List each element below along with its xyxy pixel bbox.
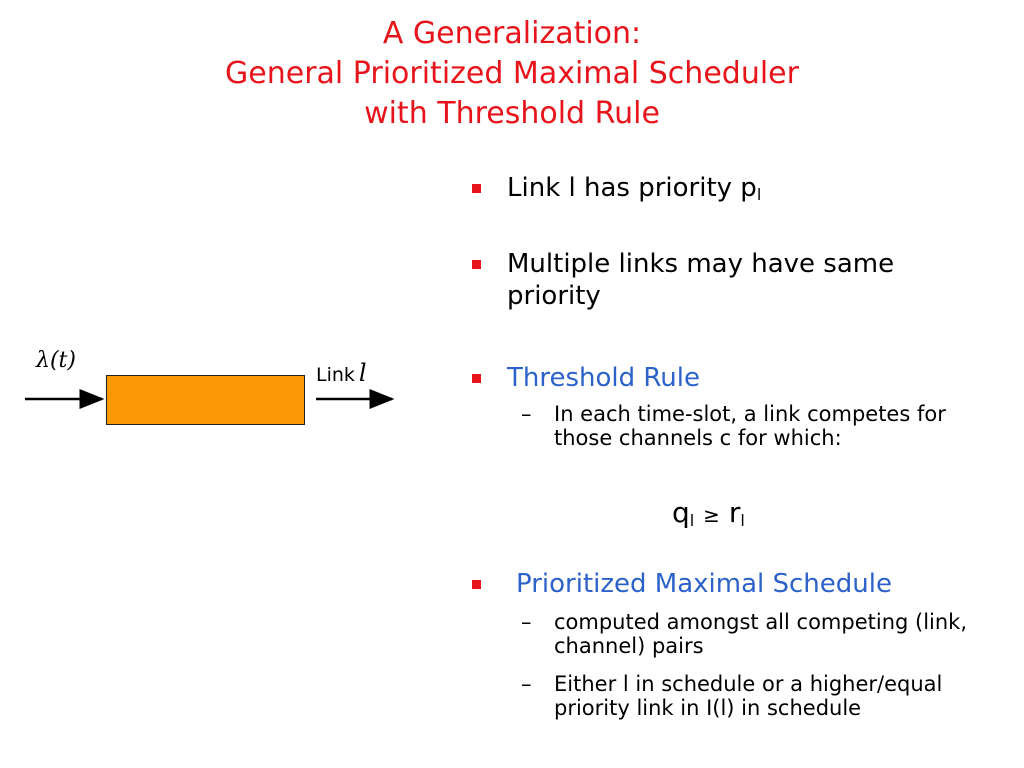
title-line-3: with Threshold Rule [364, 96, 660, 131]
subpoint-text: Either l in schedule or a higher/equal priority link in I(l) in schedule [554, 672, 943, 720]
subpoint-text: In each time-slot, a link competes for those channels c for which: [554, 402, 946, 450]
formula-op: ≥ [703, 503, 720, 527]
bullet-text: Link l has priority p [507, 173, 757, 203]
link-variable: l [358, 359, 367, 387]
bullet-text: Prioritized Maximal Schedule [516, 569, 892, 599]
bullet-text: Threshold Rule [507, 363, 700, 393]
formula-r: r [728, 496, 741, 529]
formula-r-sub: l [740, 511, 745, 530]
formula-q-sub: l [689, 511, 695, 530]
dash-icon: – [521, 672, 532, 696]
threshold-formula [672, 496, 745, 538]
queue-diagram [0, 0, 440, 460]
subpoint-text: computed amongst all competing (link, channel) pairs [554, 610, 968, 658]
bullet-subscript: l [756, 185, 762, 204]
link-word: Link [316, 364, 355, 386]
queue-box [106, 375, 305, 425]
bullet-square-icon [472, 260, 481, 269]
title-line-1: A Generalization: [382, 16, 642, 51]
bullet-square-icon [472, 374, 481, 383]
bullet-square-icon [472, 184, 481, 193]
arrival-rate-label: λ(t) [36, 348, 76, 373]
title-line-2: General Prioritized Maximal Scheduler [225, 56, 799, 91]
bullet-square-icon [472, 580, 481, 589]
dash-icon: – [521, 610, 532, 634]
bullet-text: Multiple links may have same priority [507, 249, 895, 311]
formula-q: q [672, 496, 690, 529]
dash-icon: – [521, 402, 532, 426]
